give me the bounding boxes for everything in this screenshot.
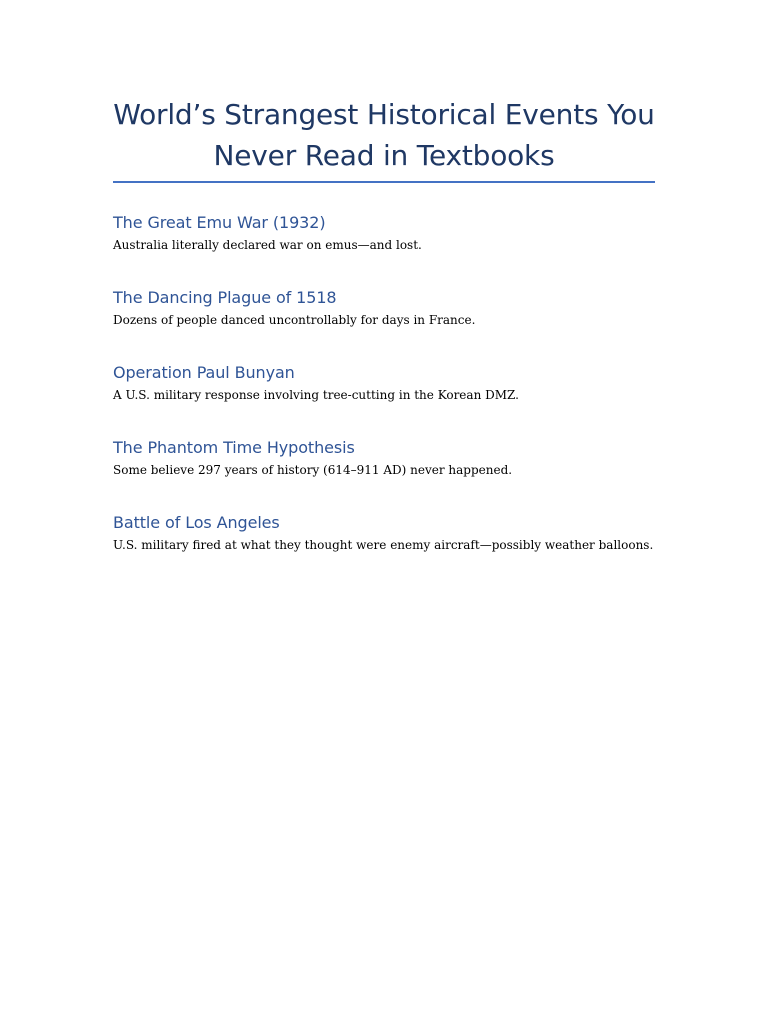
section-dancing-plague <box>113 287 655 329</box>
section-heading: The Great Emu War (1932) <box>113 213 326 232</box>
section-body: Dozens of people danced uncontrollably for days in France. <box>113 313 476 327</box>
document-title <box>113 94 655 176</box>
section-body: U.S. military fired at what they thought were enemy aircraft—possibly weather balloons. <box>113 538 654 552</box>
title-line-2: Never Read in Textbooks <box>213 139 555 172</box>
section-great-emu-war <box>113 212 655 254</box>
section-body: Australia literally declared war on emus—and lost. <box>113 238 422 252</box>
document-page <box>113 94 655 554</box>
title-underline-rule <box>113 181 655 183</box>
section-phantom-time-hypothesis <box>113 437 655 479</box>
section-heading: Operation Paul Bunyan <box>113 363 295 382</box>
section-operation-paul-bunyan <box>113 362 655 404</box>
section-battle-of-los-angeles <box>113 512 655 554</box>
section-body: A U.S. military response involving tree-cutting in the Korean DMZ. <box>113 388 519 402</box>
section-heading: Battle of Los Angeles <box>113 513 280 532</box>
title-line-1: World’s Strangest Historical Events You <box>113 98 655 131</box>
section-body: Some believe 297 years of history (614–911 AD) never happened. <box>113 463 513 477</box>
section-heading: The Dancing Plague of 1518 <box>113 288 337 307</box>
section-heading: The Phantom Time Hypothesis <box>113 438 355 457</box>
